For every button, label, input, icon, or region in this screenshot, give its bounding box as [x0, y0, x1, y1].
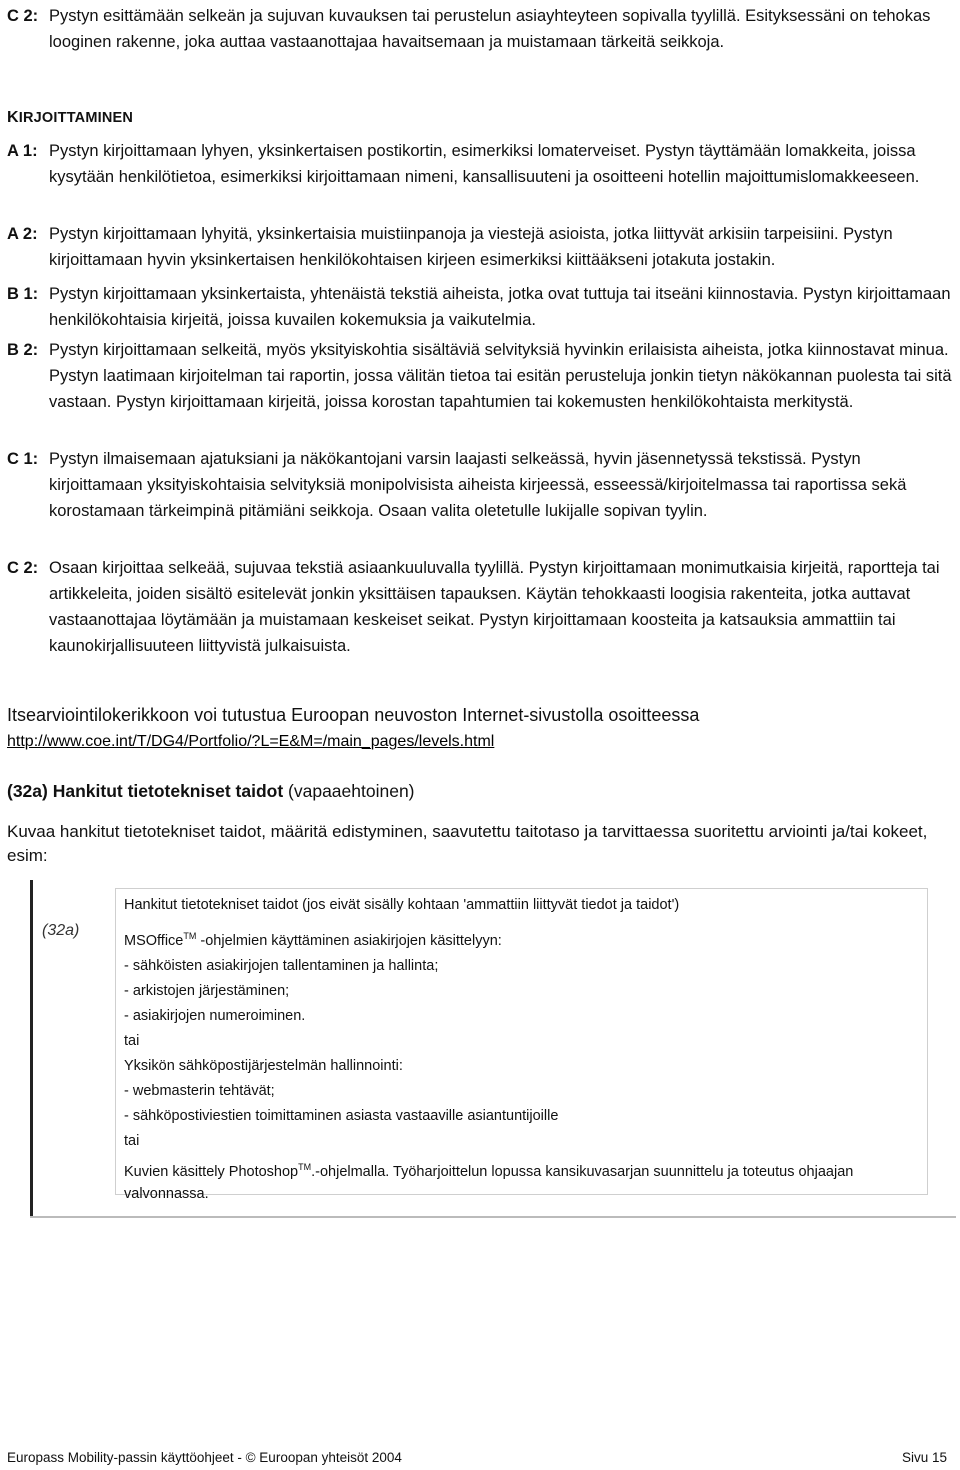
section-32a-title: (32a) Hankitut tietotekniset taidot [7, 781, 284, 801]
trademark-mark: TM [183, 931, 197, 941]
section-32a-note: (vapaaehtoinen) [288, 781, 415, 801]
example-box-label: (32a) [42, 922, 80, 939]
or-separator: tai [124, 1132, 140, 1149]
page-footer [7, 1450, 947, 1465]
level-description: Pystyn ilmaisemaan ajatuksiani ja näkökantojani varsin laajasti selkeässä, hyvin jäsennetyssä tekstissä. Pystyn kirjoittamaan yksityiskohtaisia selvityksiä monipolvisista aiheista kirjeessä, esseessä/kirjoitelmassa tai raportissa sekä korostamaan tärkeimpinä pitämiäni seikkoja. Osaan valita oletetulle lukijalle sopivan tyylin. [49, 450, 907, 520]
level-code: B 1: [7, 285, 39, 303]
self-assessment-text: Itsearviointilokerikkoon voi tutustua Euroopan neuvoston Internet-sivustolla osoitteessa [7, 705, 700, 725]
section-32a-heading [7, 779, 415, 803]
writing-level-c2 [7, 555, 952, 659]
example-box-bottom-rule [30, 1216, 956, 1218]
writing-level-b2 [7, 337, 952, 415]
writing-level-b1 [7, 281, 952, 333]
mail-admin-title: Yksikön sähköpostijärjestelmän hallinnointi: [124, 1057, 403, 1074]
list-item: - sähköpostiviestien toimittaminen asiasta vastaaville asiantuntijoille [124, 1107, 559, 1124]
level-description: Osaan kirjoittaa selkeää, sujuvaa tekstiä asiaankuuluvalla tyylillä. Pystyn kirjoittamaan monimutkaisia kirjeitä, raportteja tai artikkeleita, joiden sisältö esitelevät jonkin yksittäisen tapauksen. Käytän tehokkaasti loogisia rakenteita, jotka auttavat vastaanottajaa löytämään ja muistamaan keskeiset seikat. Pystyn kirjoittamaan koosteita ja katsauksia ammattiin tai kaunokirjallisuuteen liittyvistä julkaisuista. [49, 559, 940, 655]
level-description: Pystyn kirjoittamaan selkeitä, myös yksityiskohtia sisältäviä selvityksiä hyvinkin erilaisista aiheista, jotka kiinnostavat minua. Pystyn laatimaan kirjoitelman tai raportin, jossa välitän tietoa tai esitän perusteluja jonkin tietyn näkökannan puolesta tai sitä vastaan. Pystyn kirjoittamaan kirjeitä, joissa korostan tapahtumien tai kokemusten henkilökohtaista merkitystä. [49, 341, 952, 411]
level-code: B 2: [7, 341, 39, 359]
footer-copyright: Europass Mobility-passin käyttöohjeet - © Euroopan yhteisöt 2004 [7, 1450, 402, 1465]
level-description: Pystyn esittämään selkeän ja sujuvan kuvauksen tai perustelun asiayhteyteen sopivalla tyylillä. Esityksessäni on tehokas looginen rakenne, joka auttaa vastaanottajaa havaitsemaan ja muistamaan tärkeitä seikkoja. [49, 7, 931, 51]
portfolio-link[interactable]: http://www.coe.int/T/DG4/Portfolio/?L=E&M=/main_pages/levels.html [7, 733, 495, 750]
writing-level-c1 [7, 446, 952, 524]
writing-heading: KIRJOITTAMINEN [7, 109, 134, 126]
top-c2-level [7, 3, 952, 55]
list-item: - webmasterin tehtävät; [124, 1082, 275, 1099]
photoshop-line: Kuvien käsittely Photoshop™.-ohjelmalla. Työharjoittelun lopussa kansikuvasarjan suunnittelu ja toteutus ohjaajan valvonnassa. [124, 1161, 854, 1202]
level-code: A 1: [7, 142, 38, 160]
level-code: C 2: [7, 7, 39, 25]
example-box [115, 888, 928, 1202]
page-number: Sivu 15 [901, 1450, 947, 1465]
trademark-mark: TM [298, 1161, 312, 1172]
example-box-title: Hankitut tietotekniset taidot (jos eivät sisälly kohtaan 'ammattiin liittyvät tiedot ja taidot') [124, 897, 680, 913]
list-item: - asiakirjojen numeroiminen. [124, 1007, 306, 1024]
level-code: A 2: [7, 225, 38, 243]
list-item: - sähköisten asiakirjojen tallentaminen ja hallinta; [124, 957, 439, 974]
msoffice-line: MSOffice™ -ohjelmien käyttäminen asiakirjojen käsittelyyn: [124, 931, 502, 949]
level-description: Pystyn kirjoittamaan lyhyitä, yksinkertaisia muistiinpanoja ja viestejä asioista, jotka liittyvät arkisiin tarpeisiini. Pystyn kirjoittamaan hyvin yksinkertaisen henkilökohtaisen kirjeen esimerkiksi kiittääkseni jotakuta jostakin. [49, 225, 893, 269]
level-code: C 2: [7, 559, 39, 577]
level-description: Pystyn kirjoittamaan yksinkertaista, yhtenäistä tekstiä aiheista, jotka ovat tuttuja tai itseäni kiinnostavia. Pystyn kirjoittamaan henkilökohtaisia kirjeitä, joissa kuvailen kokemuksia ja vaikutelmia. [49, 285, 951, 329]
list-item: - arkistojen järjestäminen; [124, 982, 290, 999]
section-32a-description: Kuvaa hankitut tietotekniset taidot, määritä edistyminen, saavutettu taitotaso ja tarvittaessa suoritettu arviointi ja/tai kokeet, esim: [7, 822, 928, 865]
writing-level-a2 [7, 221, 952, 273]
writing-level-a1 [7, 138, 952, 190]
or-separator: tai [124, 1032, 140, 1049]
level-code: C 1: [7, 450, 39, 468]
level-description: Pystyn kirjoittamaan lyhyen, yksinkertaisen postikortin, esimerkiksi lomaterveiset. Pystyn täyttämään lomakkeita, joissa kysytään henkilötietoa, esimerkiksi kirjoittamaan nimeni, kansallisuuteni ja osoitteeni hotellin majoittumislomakkeeseen. [49, 142, 920, 186]
